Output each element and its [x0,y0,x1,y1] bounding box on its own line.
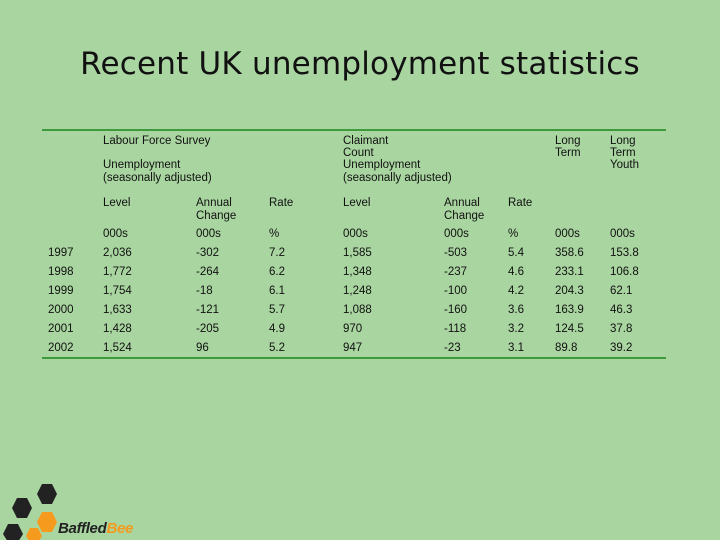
header-lt-line2: Term [555,147,581,159]
table-cell: 2,036 [103,247,132,259]
subheader-cc-level: Level [343,197,371,209]
table-cell: 7.2 [269,247,285,259]
table-cell: 233.1 [555,266,584,278]
table-cell: -121 [196,304,220,316]
unit-cell: 000s [610,228,635,240]
table-cell: 1,088 [343,304,372,316]
hexagon-icon [37,512,57,532]
table-cell: -160 [444,304,468,316]
header-cc-line4: (seasonally adjusted) [343,172,452,184]
subheader-cc-change-2: Change [444,210,485,222]
table-cell: 6.2 [269,266,285,278]
table-cell: -302 [196,247,220,259]
page-title: Recent UK unemployment statistics [80,46,640,82]
unit-cell: 000s [103,228,128,240]
table-cell: 1,248 [343,285,372,297]
unemployment-table [42,129,666,359]
table-cell: -237 [444,266,468,278]
header-cc-line2: Count [343,147,374,159]
year-cell: 1999 [48,285,74,297]
table-cell: 96 [196,342,209,354]
table-cell: 3.6 [508,304,524,316]
table-cell: 1,585 [343,247,372,259]
subheader-lfs-change-2: Change [196,210,237,222]
table-cell: 204.3 [555,285,584,297]
table-cell: 1,348 [343,266,372,278]
table-cell: 3.2 [508,323,524,335]
table-cell: -23 [444,342,461,354]
table-cell: -205 [196,323,220,335]
header-cc-line3: Unemployment [343,159,421,171]
table-cell: 5.7 [269,304,285,316]
hexagon-icon [12,498,32,518]
header-lty-line2: Term [610,147,636,159]
year-cell: 1998 [48,266,74,278]
table-cell: -503 [444,247,468,259]
table-cell: 106.8 [610,266,639,278]
table-cell: 5.2 [269,342,285,354]
table-cell: -100 [444,285,468,297]
table-cell: 358.6 [555,247,584,259]
header-lty-line3: Youth [610,159,639,171]
table-cell: 4.2 [508,285,524,297]
subheader-lfs-rate: Rate [269,197,294,209]
table-cell: 153.8 [610,247,639,259]
hexagon-icon [26,528,42,540]
year-cell: 1997 [48,247,74,259]
table-cell: 89.8 [555,342,578,354]
header-cc-line1: Claimant [343,135,389,147]
subheader-lfs-change-1: Annual [196,197,232,209]
unit-cell: % [508,228,519,240]
table-cell: 4.9 [269,323,285,335]
header-lfs-line3: Unemployment [103,159,181,171]
table-cell: 1,428 [103,323,132,335]
table-cell: 4.6 [508,266,524,278]
table-cell: -118 [444,323,467,335]
header-lty-line1: Long [610,135,636,147]
table-cell: 947 [343,342,363,354]
table-cell: 62.1 [610,285,633,297]
table-cell: 970 [343,323,363,335]
header-lfs-line1: Labour Force Survey [103,135,211,147]
table-cell: 37.8 [610,323,633,335]
table-cell: 1,754 [103,285,132,297]
table-cell: 6.1 [269,285,285,297]
year-cell: 2001 [48,323,74,335]
table-cell: 124.5 [555,323,584,335]
unit-cell: 000s [444,228,469,240]
hexagon-icon [37,484,57,504]
header-lt-line1: Long [555,135,581,147]
table-cell: -18 [196,285,213,297]
unit-cell: 000s [555,228,580,240]
hexagon-icon [3,524,23,540]
table-cell: 163.9 [555,304,584,316]
table-cell: 1,633 [103,304,132,316]
subheader-cc-rate: Rate [508,197,533,209]
unit-cell: 000s [196,228,221,240]
year-cell: 2000 [48,304,74,316]
subheader-lfs-level: Level [103,197,131,209]
table-cell: 1,772 [103,266,132,278]
table-cell: 46.3 [610,304,633,316]
table-cell: 3.1 [508,342,524,354]
header-lfs-line4: (seasonally adjusted) [103,172,212,184]
table-cell: -264 [196,266,220,278]
table-cell: 1,524 [103,342,132,354]
unit-cell: 000s [343,228,368,240]
table-cell: 5.4 [508,247,524,259]
subheader-cc-change-1: Annual [444,197,480,209]
table-cell: 39.2 [610,342,633,354]
logo-text: BaffledBee [58,520,134,537]
unit-cell: % [269,228,280,240]
year-cell: 2002 [48,342,74,354]
